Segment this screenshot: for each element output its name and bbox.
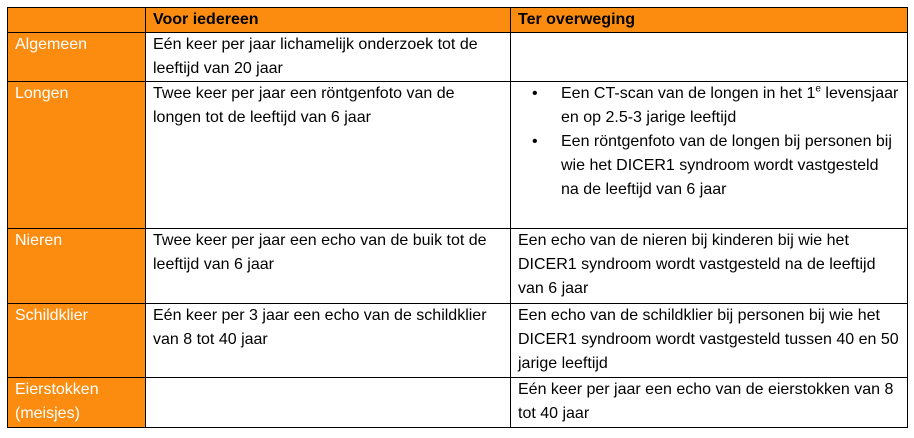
cell-nieren-everyone: Twee keer per jaar een echo van de buik tot de leeftijd van 6 jaar — [146, 229, 511, 304]
header-row — [8, 8, 908, 33]
superscript: e — [815, 83, 821, 95]
row-eierstokken — [8, 378, 908, 428]
cell-eierstokken-everyone — [146, 378, 511, 428]
cell-algemeen-consider — [511, 33, 908, 82]
row-label-schildklier: Schildklier — [8, 304, 146, 378]
row-algemeen — [8, 33, 908, 82]
screening-table — [7, 7, 908, 428]
row-label-algemeen: Algemeen — [8, 33, 146, 82]
row-nieren — [8, 229, 908, 304]
row-label-eierstokken: Eierstokken (meisjes) — [8, 378, 146, 428]
list-item-text: levensjaar en op 2.5-3 jarige leeftijd — [561, 85, 899, 126]
cell-algemeen-everyone: Eén keer per jaar lichamelijk onderzoek tot de leeftijd van 20 jaar — [146, 33, 511, 82]
row-label-longen: Longen — [8, 82, 146, 229]
cell-longen-consider — [511, 82, 908, 229]
row-longen — [8, 82, 908, 229]
row-schildklier — [8, 304, 908, 378]
cell-longen-everyone: Twee keer per jaar een röntgenfoto van de longen tot de leeftijd van 6 jaar — [146, 82, 511, 229]
list-item — [561, 82, 900, 130]
list-item-text: Een röntgenfoto van de longen bij personen bij wie het DICER1 syndroom wordt vastgesteld na de leeftijd van 6 jaar — [561, 133, 892, 198]
header-corner-cell — [8, 8, 146, 33]
row-label-nieren: Nieren — [8, 229, 146, 304]
list-item-text: Een CT-scan van de longen in het 1 — [561, 85, 816, 102]
cell-eierstokken-consider: Eén keer per jaar een echo van de eierstokken van 8 tot 40 jaar — [511, 378, 908, 428]
cell-schildklier-everyone: Eén keer per 3 jaar een echo van de schildklier van 8 tot 40 jaar — [146, 304, 511, 378]
header-ter-overweging: Ter overweging — [511, 8, 908, 33]
list-item — [561, 130, 900, 202]
cell-schildklier-consider: Een echo van de schildklier bij personen bij wie het DICER1 syndroom wordt vastgesteld tussen 40 en 50 jarige leeftijd — [511, 304, 908, 378]
longen-consider-list — [518, 82, 900, 202]
header-voor-iedereen: Voor iedereen — [146, 8, 511, 33]
cell-nieren-consider: Een echo van de nieren bij kinderen bij wie het DICER1 syndroom wordt vastgesteld na de leeftijd van 6 jaar — [511, 229, 908, 304]
